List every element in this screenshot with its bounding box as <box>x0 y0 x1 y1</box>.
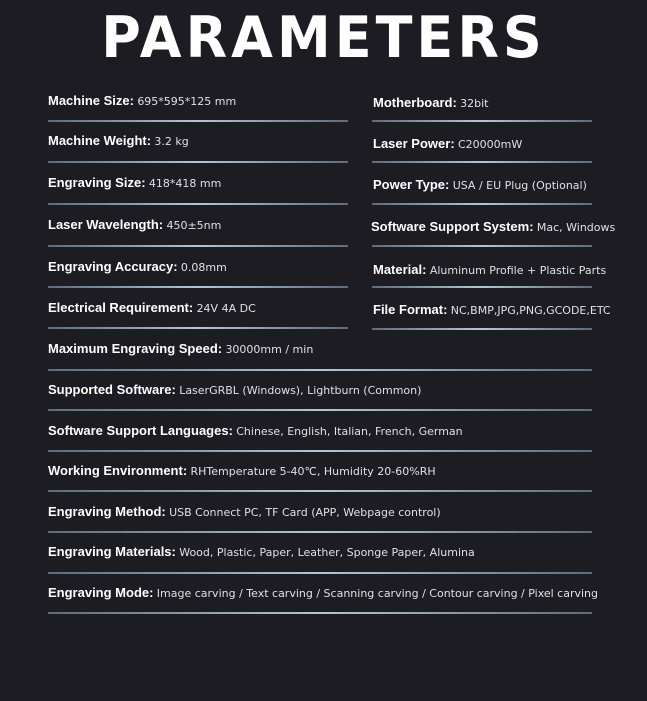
param-value: RHTemperature 5-40℃, Humidity 20-60%RH <box>190 465 436 478</box>
param-supported-software <box>48 382 421 399</box>
divider <box>48 286 348 288</box>
param-label: Motherboard: <box>373 95 457 110</box>
param-label: Engraving Accuracy: <box>48 259 178 274</box>
param-value: Wood, Plastic, Paper, Leather, Sponge Paper, Alumina <box>179 546 475 559</box>
param-label: Engraving Size: <box>48 175 146 190</box>
divider <box>372 328 592 330</box>
param-label: Software Support Languages: <box>48 423 233 438</box>
param-software-languages <box>48 423 463 440</box>
param-label: Supported Software: <box>48 382 176 397</box>
param-motherboard <box>373 95 488 112</box>
divider <box>372 245 592 247</box>
param-machine-size <box>48 93 236 110</box>
divider <box>48 369 592 371</box>
param-value: 30000mm / min <box>225 343 314 356</box>
param-engraving-accuracy <box>48 259 227 276</box>
param-working-environment <box>48 463 436 480</box>
param-value: NC,BMP,JPG,PNG,GCODE,ETC <box>450 304 611 317</box>
divider <box>48 327 348 329</box>
param-engraving-method <box>48 504 441 521</box>
param-label: Electrical Requirement: <box>48 300 194 315</box>
param-value: 3.2 kg <box>154 135 189 148</box>
param-software-support-system <box>371 219 615 236</box>
divider <box>372 203 592 205</box>
param-value: Image carving / Text carving / Scanning carving / Contour carving / Pixel carving <box>156 587 599 600</box>
param-machine-weight <box>48 133 189 150</box>
param-engraving-mode <box>48 585 598 602</box>
page-title: PARAMETERS <box>101 4 546 71</box>
param-value: Aluminum Profile + Plastic Parts <box>429 264 607 277</box>
param-label: Software Support System: <box>371 219 534 234</box>
param-value: 32bit <box>460 97 489 110</box>
param-value: 24V 4A DC <box>196 302 256 315</box>
param-laser-wavelength <box>48 217 221 234</box>
param-label: Engraving Mode: <box>48 585 154 600</box>
param-electrical-requirement <box>48 300 256 317</box>
param-value: C20000mW <box>458 138 523 151</box>
divider <box>48 245 348 247</box>
divider <box>48 203 348 205</box>
param-label: Laser Wavelength: <box>48 217 164 232</box>
param-engraving-materials <box>48 544 475 561</box>
param-engraving-size <box>48 175 221 192</box>
param-label: Engraving Method: <box>48 504 166 519</box>
divider <box>48 409 592 411</box>
param-value: 418*418 mm <box>148 177 222 190</box>
param-label: Material: <box>373 262 427 277</box>
param-value: 695*595*125 mm <box>137 95 237 108</box>
divider <box>48 120 348 122</box>
divider <box>372 161 592 163</box>
param-value: 450±5nm <box>166 219 222 232</box>
param-value: USB Connect PC, TF Card (APP, Webpage control) <box>169 506 441 519</box>
param-value: USA / EU Plug (Optional) <box>452 179 587 192</box>
divider <box>48 450 592 452</box>
divider <box>48 612 592 614</box>
param-max-engraving-speed <box>48 341 313 358</box>
param-label: Power Type: <box>373 177 450 192</box>
param-file-format <box>373 302 611 319</box>
divider <box>48 161 348 163</box>
param-label: Engraving Materials: <box>48 544 176 559</box>
param-material <box>373 262 606 279</box>
param-label: Working Environment: <box>48 463 188 478</box>
divider <box>48 531 592 533</box>
divider <box>372 120 592 122</box>
divider <box>48 572 592 574</box>
param-power-type <box>373 177 587 194</box>
param-label: Machine Size: <box>48 93 134 108</box>
param-label: Machine Weight: <box>48 133 152 148</box>
param-value: 0.08mm <box>180 261 227 274</box>
param-label: File Format: <box>373 302 448 317</box>
param-value: Chinese, English, Italian, French, German <box>236 425 463 438</box>
divider <box>372 286 592 288</box>
param-value: LaserGRBL (Windows), Lightburn (Common) <box>179 384 422 397</box>
param-label: Maximum Engraving Speed: <box>48 341 223 356</box>
param-value: Mac, Windows <box>536 221 616 234</box>
param-label: Laser Power: <box>373 136 455 151</box>
param-laser-power <box>373 136 522 153</box>
divider <box>48 490 592 492</box>
